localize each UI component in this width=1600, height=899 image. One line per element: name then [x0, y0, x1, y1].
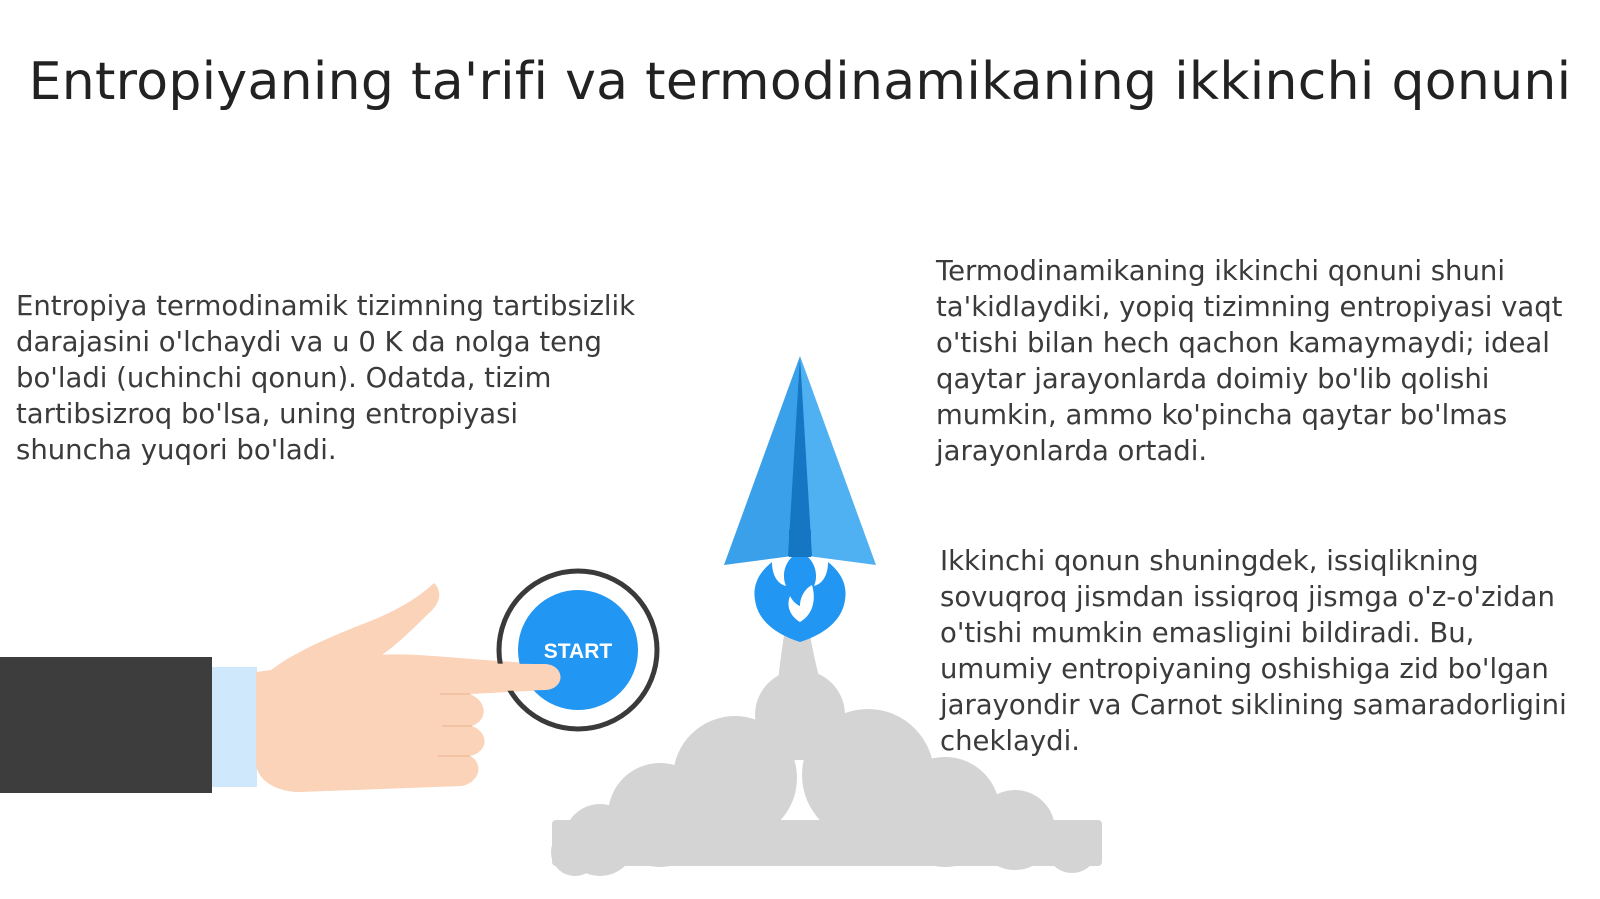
- fingertip: [460, 650, 570, 700]
- rocket-flame: [754, 552, 845, 642]
- start-button-label: START: [543, 640, 613, 663]
- rocket-icon: [724, 356, 876, 565]
- entropy-definition-text: Entropiya termodinamik tizimning tartibsizlik darajasini o'lchaydi va u 0 K da nolga teng bo'ladi (uchinchi qonun). Odatda, tizim tartibsizroq bo'lsa, uning entropiyasi shuncha yuqori bo'ladi.: [16, 290, 636, 466]
- sleeve: [0, 657, 212, 793]
- heat-flow-text: Ikkinchi qonun shuningdek, issiqlikning sovuqroq jismdan issiqroq jismga o'z-o'zidan o'tishi mumkin emasligini bildiradi. Bu, umumiy entropiyaning oshishiga zid bo'lgan jarayondir va Carnot siklining samaradorligini cheklaydi.: [940, 545, 1567, 757]
- shirt-cuff: [212, 667, 257, 787]
- second-law-text: Termodinamikaning ikkinchi qonuni shuni ta'kidlaydiki, yopiq tizimning entropiyasi vaqt o'tishi bilan hech qachon kamaymaydi; ideal qaytar jarayonlarda doimiy bo'lib qolishi mumkin, ammo ko'pincha qaytar bo'lmas jarayonlarda ortadi.: [936, 255, 1563, 467]
- slide-title: Entropiyaning ta'rifi va termodinamikaning ikkinchi qonuni: [28, 52, 1572, 112]
